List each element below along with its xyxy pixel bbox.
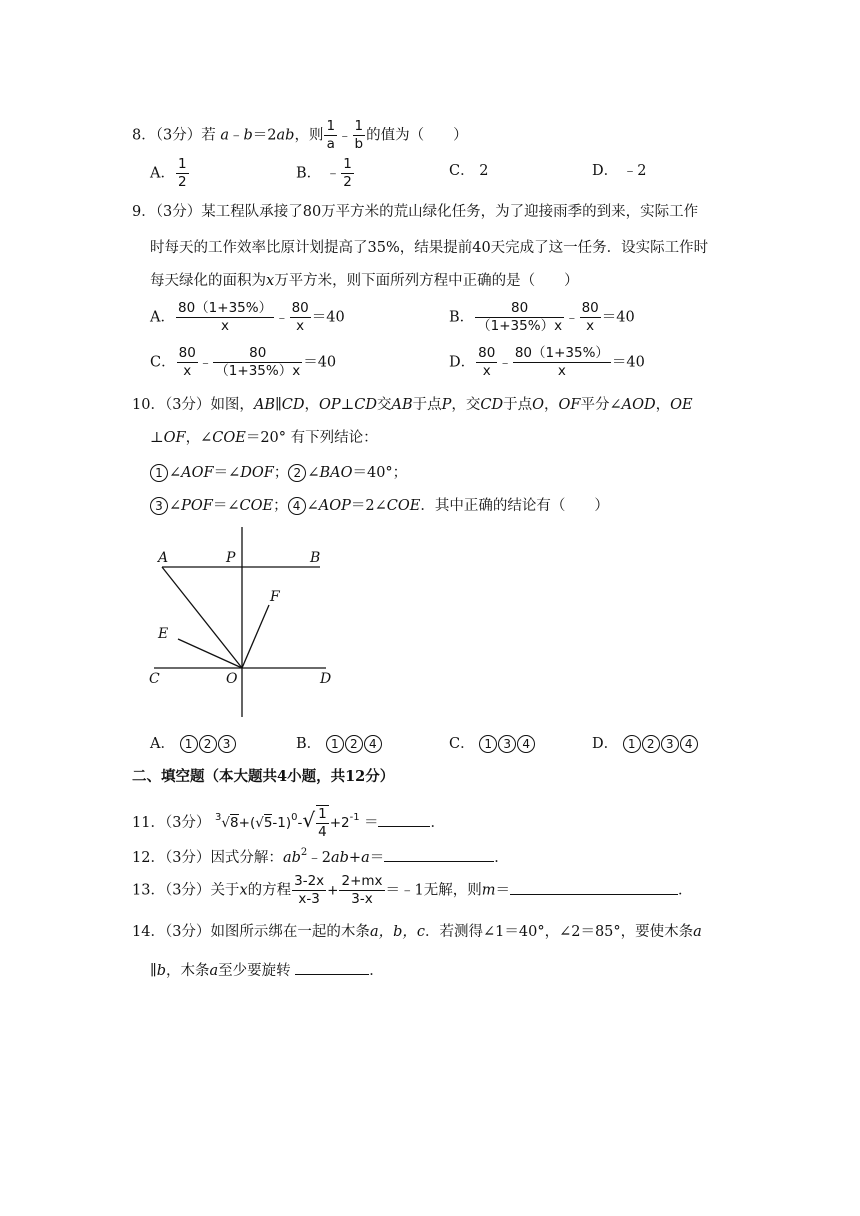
numerator: 1 [177, 156, 187, 172]
radical-sign: √ [221, 815, 231, 831]
exponent: -1 [349, 812, 360, 823]
q8-fraction-2 [353, 118, 366, 153]
numerator: 80 [581, 300, 599, 316]
denominator: （1+35%）x [477, 318, 563, 334]
circled-number: 1 [150, 464, 168, 482]
q10-text: ＝∠ [212, 498, 240, 514]
exponent: 0 [291, 812, 298, 823]
q12-stem [132, 847, 509, 866]
denominator: 4 [318, 824, 327, 840]
q14-text: 如图所示绑在一起的木条 [210, 924, 370, 940]
circled-number: 3 [498, 735, 516, 753]
fraction [339, 873, 384, 908]
q9-text: 每天绿化的面积为 [150, 273, 266, 289]
q14-stem-line-2 [150, 960, 384, 979]
q8-var-ab: ab [276, 127, 295, 144]
question-score: （3分） [155, 127, 202, 144]
q8-text-then: ，则 [294, 127, 324, 144]
circled-number: 2 [642, 735, 660, 753]
denominator: a [326, 136, 335, 152]
circled-number: 2 [199, 735, 217, 753]
option-fraction [341, 156, 354, 191]
option-label: D． [592, 736, 619, 752]
answer-blank[interactable] [384, 847, 494, 862]
circled-number: 3 [218, 735, 236, 753]
line-of [242, 605, 269, 668]
q10-var: AOD [621, 397, 656, 413]
q13-var: x [239, 882, 248, 899]
paren-close: -1) [272, 815, 292, 831]
q10-text: ， [655, 397, 671, 413]
question-number: 8． [132, 127, 156, 144]
q10-var: CD [480, 397, 504, 413]
q8-option-d[interactable] [592, 164, 646, 179]
q13-text: 关于 [210, 882, 240, 899]
q10-var: COE [386, 498, 421, 514]
numerator: 1 [326, 118, 336, 134]
option-fraction [475, 300, 564, 335]
q11-expression [215, 806, 364, 840]
q10-option-c[interactable] [449, 735, 536, 753]
fraction [292, 873, 326, 908]
numerator: 80 [478, 345, 496, 361]
minus-sign: ﹣ [198, 354, 213, 371]
question-score: （3分） [164, 924, 211, 940]
circled-number: 1 [479, 735, 497, 753]
q9-text: 时每天的工作效率比原计划提高了35%，结果提前40天完成了这一任务．设实际工作时 [150, 240, 709, 256]
option-value: 2 [479, 163, 489, 179]
fraction [316, 805, 329, 841]
label-c: C [149, 671, 160, 687]
q10-text: ＝2∠ [350, 498, 387, 514]
q12-text: ﹣2 [307, 850, 331, 866]
q8-var-a: a [220, 127, 229, 144]
q10-var: OF [163, 430, 186, 446]
q14-text: ∥ [150, 963, 157, 979]
option-label: B． [296, 736, 322, 752]
question-number: 9． [132, 204, 156, 220]
circled-number: 2 [345, 735, 363, 753]
period: ． [369, 963, 384, 979]
q10-var: COE [239, 498, 274, 514]
q10-text: 于点 [412, 397, 442, 413]
q10-text: 平分∠ [580, 397, 622, 413]
q8-option-c[interactable] [449, 164, 488, 179]
equals: ＝ [495, 882, 511, 899]
q9-option-a[interactable] [150, 300, 345, 335]
q12-text: 因式分解： [210, 850, 283, 866]
option-label: A． [150, 736, 175, 752]
label-p: P [226, 550, 236, 566]
label-b: B [310, 550, 321, 566]
line-oe [178, 639, 242, 668]
section-heading-fill-in: 二、填空题（本大题共4小题，共12分） [132, 768, 395, 785]
q10-option-d[interactable] [592, 735, 699, 753]
circled-number: 4 [680, 735, 698, 753]
q10-geometry-figure [140, 525, 340, 720]
q10-text: ， [304, 397, 319, 413]
equals-value: ＝40 [303, 354, 337, 371]
option-label: A． [150, 165, 175, 182]
numerator: 3-2x [294, 873, 325, 889]
radicand: 5 [263, 815, 273, 831]
q10-text: ∠ [306, 498, 319, 514]
q10-var: O [532, 397, 545, 413]
q8-var-b: b [243, 127, 253, 144]
q14-var: a，b，c [369, 924, 425, 940]
q10-text: ＝40°； [352, 465, 408, 481]
numerator: 80 [178, 345, 196, 361]
label-d: D [320, 671, 332, 687]
option-value: ﹣2 [622, 163, 647, 179]
option-fraction [476, 345, 497, 380]
q10-var: DOF [240, 465, 274, 481]
question-number: 10． [132, 397, 165, 413]
q11-stem [132, 805, 445, 841]
minus-sign: ﹣ [498, 354, 512, 371]
option-fraction [176, 300, 274, 335]
question-score: （3分） [164, 882, 211, 899]
q10-stem-line-1 [132, 398, 693, 413]
option-fraction [213, 345, 302, 380]
q8-eq: ＝2 [252, 127, 277, 144]
q14-var: a [209, 963, 219, 979]
question-number: 11． [132, 815, 165, 831]
q10-conclusions-3-4 [150, 497, 609, 515]
option-label: D． [592, 163, 619, 179]
denominator: x [482, 363, 491, 379]
circled-number: 3 [150, 497, 168, 515]
minus-sign: ﹣ [565, 309, 579, 326]
q8-minus-2: ﹣ [338, 127, 352, 144]
option-label: B． [296, 165, 322, 182]
denominator: 2 [343, 174, 352, 190]
numerator: 1 [343, 156, 352, 172]
q10-var: AOF [181, 465, 214, 481]
answer-blank[interactable] [510, 880, 678, 895]
circled-number: 4 [364, 735, 382, 753]
q10-option-b[interactable] [296, 735, 383, 753]
denominator: x-3 [298, 891, 320, 907]
radical-sign: √ [302, 808, 316, 832]
plus-sign: + [238, 815, 250, 831]
q10-var: AB [391, 397, 413, 413]
q13-text: ＝﹣1无解，则 [385, 882, 482, 899]
q10-text: ∠ [169, 498, 182, 514]
option-fraction [580, 300, 601, 335]
q14-text: 至少要旋转 [218, 963, 291, 979]
option-fraction [290, 300, 311, 335]
q13-text: 的方程 [247, 882, 292, 899]
denominator: x [586, 318, 595, 334]
q10-text: 交 [376, 397, 392, 413]
q9-stem-line-1 [132, 205, 698, 220]
option-label: B． [449, 309, 475, 326]
equals-value: ＝40 [601, 309, 635, 326]
q10-text: ⊥ [150, 430, 164, 446]
numerator: 1 [318, 806, 327, 822]
q9-option-c[interactable] [150, 345, 336, 380]
answer-blank[interactable] [295, 960, 369, 975]
q10-var: AB∥CD [253, 397, 305, 413]
circled-number: 1 [623, 735, 641, 753]
denominator: x [221, 318, 230, 334]
q12-var: ab [282, 850, 301, 866]
period: ． [678, 882, 693, 899]
equals: ＝ [369, 850, 385, 866]
q10-text: ； [273, 498, 288, 514]
period: ． [494, 850, 509, 866]
option-label: C． [449, 163, 475, 179]
q10-option-a[interactable] [150, 735, 237, 753]
q10-conclusions-1-2 [150, 464, 407, 482]
q8-text: 若 [201, 127, 216, 144]
q10-text: ； [273, 465, 289, 481]
option-fraction [177, 345, 198, 380]
circled-number: 1 [326, 735, 344, 753]
q8-option-b[interactable] [296, 156, 355, 191]
answer-blank[interactable] [378, 812, 430, 827]
q9-text: 万平方米，则下面所列方程中正确的是（ ） [274, 273, 579, 289]
q13-stem [132, 873, 693, 908]
radical-sign: √ [255, 815, 264, 831]
question-number: 14． [132, 924, 165, 940]
q9-stem-line-2 [150, 241, 708, 256]
question-number: 12． [132, 850, 165, 866]
q8-text-value: 的值为（ ） [366, 127, 468, 144]
paren: ( [249, 815, 256, 831]
denominator: x [557, 363, 566, 379]
q10-stem-line-2 [150, 431, 378, 446]
q9-stem-line-3 [150, 274, 579, 289]
plus-sign: + [348, 850, 362, 866]
q10-var: BAO [319, 465, 353, 481]
option-label: C． [150, 354, 176, 371]
q8-option-a[interactable] [150, 156, 190, 191]
denominator: x [296, 318, 305, 334]
radicand: 8 [230, 815, 239, 831]
denominator: x [183, 363, 192, 379]
q10-var: AOP [318, 498, 351, 514]
root-index: 3 [215, 812, 222, 823]
circled-number: 1 [180, 735, 198, 753]
question-number: 13． [132, 882, 165, 899]
q14-var: a [693, 924, 702, 940]
circled-number: 2 [288, 464, 306, 482]
q10-text: ， [544, 397, 559, 413]
numerator: 80（1+35%） [177, 300, 273, 316]
q8-fraction-1 [324, 118, 337, 153]
question-score: （3分） [155, 204, 202, 220]
question-score: （3分） [164, 397, 211, 413]
q8-minus: ﹣ [228, 127, 244, 144]
q10-text: ＝∠ [213, 465, 241, 481]
q10-var: OF [558, 397, 581, 413]
option-label: A． [150, 309, 175, 326]
option-fraction [513, 345, 611, 380]
line-ao [162, 567, 242, 668]
q10-var: OE [670, 397, 693, 413]
period: ． [430, 815, 445, 831]
q9-var-x: x [266, 273, 275, 289]
q10-text: 于点 [503, 397, 533, 413]
denominator: （1+35%）x [215, 363, 301, 379]
numerator: 1 [354, 118, 364, 134]
q10-text: 如图， [210, 397, 254, 413]
option-sign: ﹣ [325, 165, 341, 182]
exponent: 2 [300, 847, 308, 858]
q10-var: POF [181, 498, 213, 514]
minus-sign: - [297, 815, 303, 831]
circled-number: 3 [661, 735, 679, 753]
label-f: F [270, 589, 280, 605]
q12-var: a [361, 850, 370, 866]
numerator: 80 [213, 345, 302, 363]
plus-sign: + [327, 882, 339, 899]
denominator: 2 [177, 174, 187, 190]
circled-number: 4 [517, 735, 535, 753]
label-e: E [158, 626, 169, 642]
label-a: A [158, 550, 169, 566]
q10-var: OP⊥CD [318, 397, 377, 413]
q9-option-b[interactable] [449, 300, 635, 335]
denominator: b [354, 136, 364, 152]
q14-stem-line-1 [132, 925, 702, 940]
numerator: 80（1+35%） [514, 345, 609, 361]
label-o: O [226, 671, 238, 687]
q10-text: ∠ [169, 465, 182, 481]
option-label: C． [449, 736, 475, 752]
q14-var: b [156, 963, 166, 979]
denominator: 3-x [351, 891, 373, 907]
q10-text: ．其中正确的结论有（ ） [420, 498, 609, 514]
question-score: （3分） [164, 850, 211, 866]
q10-var: P [441, 397, 452, 413]
q9-text: 某工程队承接了80万平方米的荒山绿化任务，为了迎接雨季的到来，实际工作 [201, 204, 699, 220]
option-label: D． [449, 354, 476, 371]
minus-sign: ﹣ [275, 309, 289, 326]
equals-value: ＝40 [311, 309, 345, 326]
q8-stem [132, 118, 468, 153]
q14-text: ．若测得∠1＝40°，∠2＝85°，要使木条 [425, 924, 694, 940]
numerator: 80 [291, 300, 309, 316]
question-score: （3分） [164, 815, 211, 831]
option-fraction [176, 156, 189, 191]
q10-text: ∠ [307, 465, 320, 481]
q14-text: ，木条 [166, 963, 210, 979]
q10-text: ，交 [451, 397, 481, 413]
q12-var: ab [330, 850, 349, 866]
numerator: 80 [475, 300, 564, 318]
equals-value: ＝40 [611, 354, 645, 371]
q13-var: m [481, 882, 496, 899]
plus-two: +2 [329, 815, 350, 831]
q10-var: COE [212, 430, 246, 446]
q10-text: ＝20° 有下列结论： [245, 430, 378, 446]
q9-option-d[interactable] [449, 345, 645, 380]
circled-number: 4 [288, 497, 306, 515]
q10-text: ，∠ [185, 430, 213, 446]
equals: ＝ [363, 815, 379, 831]
numerator: 2+mx [341, 873, 383, 889]
